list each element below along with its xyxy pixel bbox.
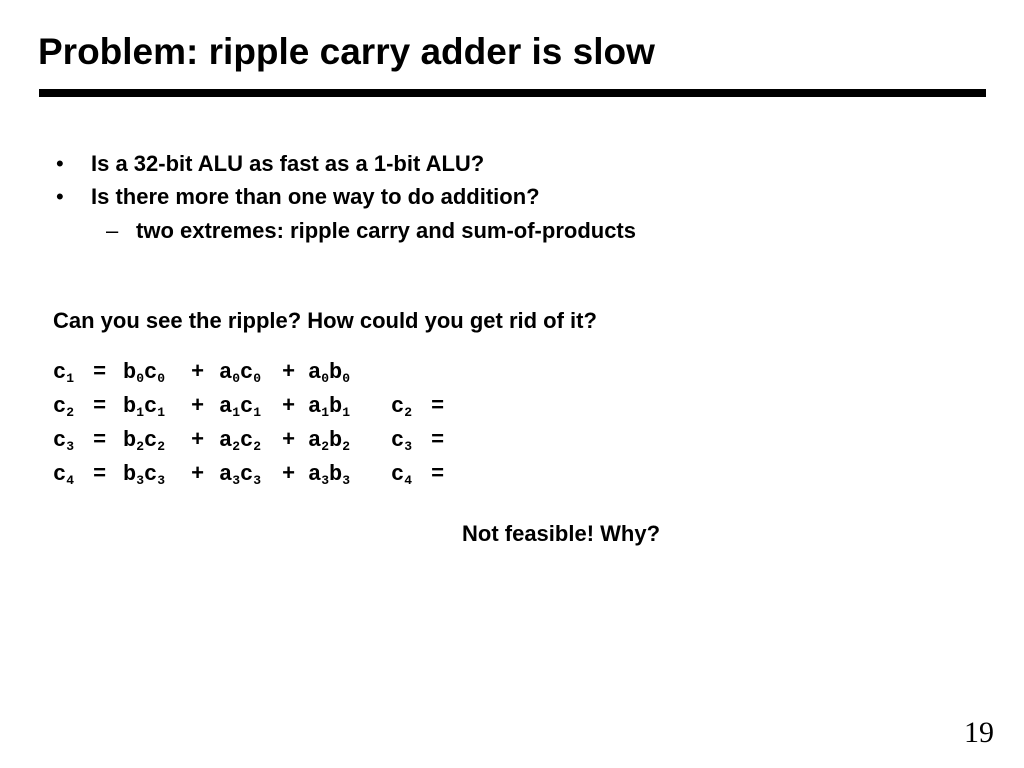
bullet-2: Is there more than one way to do addition? <box>91 184 540 209</box>
equation-equals: = <box>93 462 107 487</box>
slide-title: Problem: ripple carry adder is slow <box>38 31 655 72</box>
equation-plus: + <box>191 428 205 453</box>
sub-bullet-marker: – <box>106 218 119 243</box>
equation-lhs: $c_4$ <box>53 462 75 488</box>
expanded-carry-lhs: $c_3$ <box>391 428 413 454</box>
equation-term-2: $a_2c_2$ <box>219 428 262 454</box>
equation-plus: + <box>191 462 205 487</box>
equation-lhs: $c_3$ <box>53 428 75 454</box>
equation-term-1: $b_3c_3$ <box>123 462 166 488</box>
expanded-carry-equals: = <box>431 428 445 453</box>
title-underline <box>39 89 986 97</box>
equation-term-3: $a_2b_2$ <box>308 428 351 454</box>
conclusion-text: Not feasible! Why? <box>462 521 661 546</box>
equation-equals: = <box>93 394 107 419</box>
bullet-1: Is a 32-bit ALU as fast as a 1-bit ALU? <box>91 151 485 176</box>
expanded-carry-equals: = <box>431 462 445 487</box>
equation-term-3: $a_1b_1$ <box>308 394 351 420</box>
equation-term-2: $a_0c_0$ <box>219 360 262 386</box>
equation-term-1: $b_2c_2$ <box>123 428 166 454</box>
equation-lhs: $c_2$ <box>53 394 75 420</box>
equation-term-2: $a_1c_1$ <box>219 394 262 420</box>
bullet-marker: • <box>56 151 64 176</box>
equation-equals: = <box>93 428 107 453</box>
equation-term-1: $b_1c_1$ <box>123 394 166 420</box>
equation-plus: + <box>191 360 205 385</box>
bullet-marker: • <box>56 184 64 209</box>
equation-plus: + <box>191 394 205 419</box>
equation-plus: + <box>282 394 296 419</box>
equation-plus: + <box>282 428 296 453</box>
page-number: 19 <box>964 716 994 749</box>
equation-equals: = <box>93 360 107 385</box>
equation-term-3: $a_3b_3$ <box>308 462 351 488</box>
equation-term-2: $a_3c_3$ <box>219 462 262 488</box>
equation-term-1: $b_0c_0$ <box>123 360 166 386</box>
sub-bullet-1: two extremes: ripple carry and sum-of-products <box>136 218 636 243</box>
expanded-carry-equals: = <box>431 394 445 419</box>
equation-lhs: $c_1$ <box>53 360 75 386</box>
expanded-carry-lhs: $c_4$ <box>391 462 413 488</box>
equation-plus: + <box>282 462 296 487</box>
equation-term-3: $a_0b_0$ <box>308 360 351 386</box>
ripple-question: Can you see the ripple? How could you get rid of it? <box>53 308 597 333</box>
expanded-carry-lhs: $c_2$ <box>391 394 413 420</box>
equation-plus: + <box>282 360 296 385</box>
